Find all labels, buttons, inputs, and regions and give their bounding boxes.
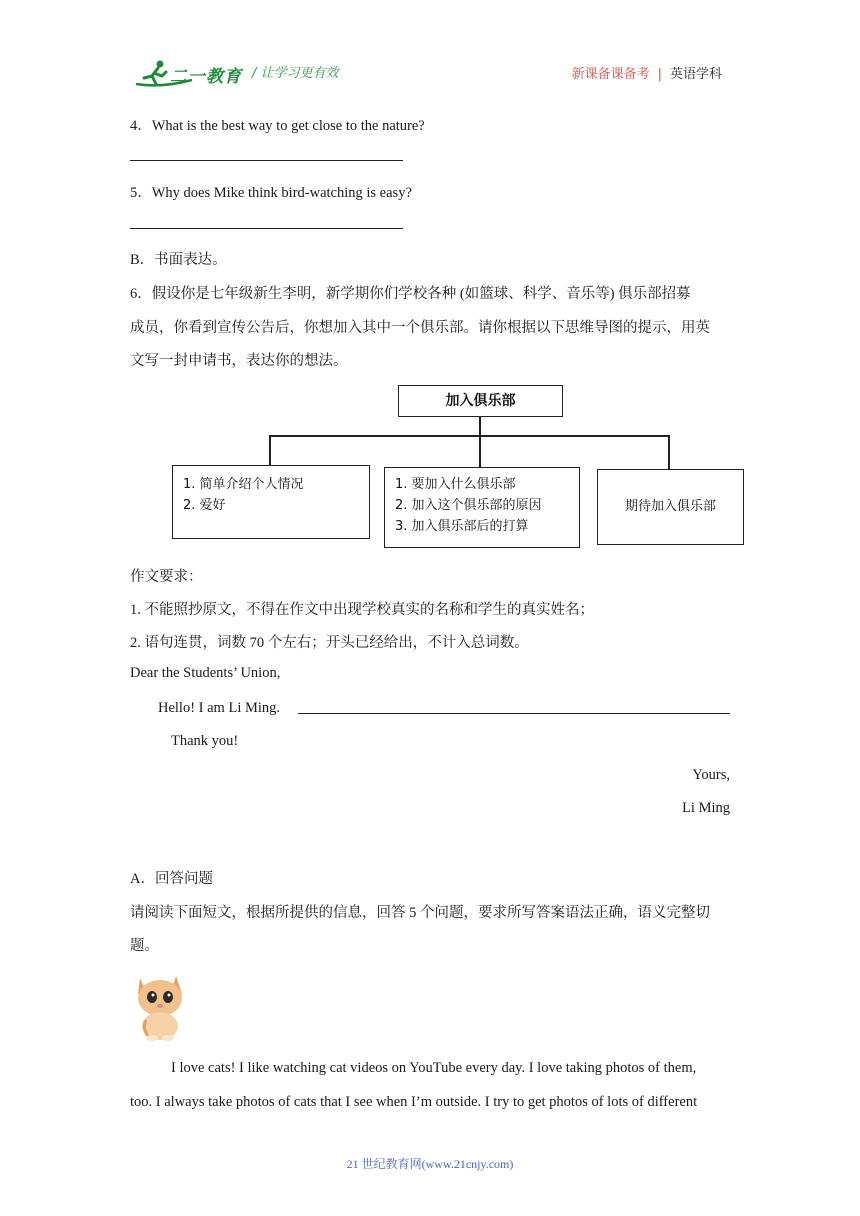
mindmap-connector-horizontal xyxy=(269,435,670,437)
letter-salutation: Dear the Students’ Union, xyxy=(130,665,281,681)
question-4: 4．What is the best way to get close to the nature? xyxy=(130,118,425,134)
mindmap-middle-box xyxy=(384,467,580,548)
requirement-1: 1. 不能照抄原文，不得在作文中出现学校真实的名称和学生的真实姓名； xyxy=(130,602,594,618)
footer-source: 21 世纪教育网(www.21cnjy.com) xyxy=(346,1157,514,1171)
mindmap-left-item-2: 2. 爱好 xyxy=(183,498,226,513)
mindmap-connector-left xyxy=(269,435,271,465)
mindmap-middle-item-3: 3. 加入俱乐部后的打算 xyxy=(395,519,529,534)
mindmap-left-box xyxy=(172,465,370,539)
passage-line-1: I love cats! I like watching cat videos on YouTube every day. I love taking photos of them, xyxy=(171,1060,697,1076)
section-a-title: A．回答问题 xyxy=(130,871,213,887)
mindmap-connector-middle xyxy=(479,435,481,467)
instruction-line-1: 请阅读下面短文，根据所提供的信息，回答 5 个问题，要求所写答案语法正确，语义完整切 xyxy=(130,905,710,921)
letter-thanks: Thank you! xyxy=(171,733,239,749)
requirements-title: 作文要求： xyxy=(130,569,203,585)
letter-opening: Hello! I am Li Ming. xyxy=(158,700,281,716)
brand-slogan: / 让学习更有效 xyxy=(252,66,339,81)
mindmap-root: 加入俱乐部 xyxy=(398,385,563,417)
prompt-line-3: 文写一封申请书，表达你的想法。 xyxy=(130,353,348,369)
letter-signature: Li Ming xyxy=(682,800,730,816)
mindmap-connector-right xyxy=(668,435,670,469)
letter-closing: Yours, xyxy=(692,767,730,783)
header-separator: | xyxy=(657,67,662,82)
header-course-label: 新课备课备考 xyxy=(571,67,650,82)
brand-logo-text: 二一教育 xyxy=(170,67,242,87)
mindmap-right-box: 期待加入俱乐部 xyxy=(597,469,744,545)
mindmap-middle-item-2: 2. 加入这个俱乐部的原因 xyxy=(395,498,542,513)
passage-line-2: too. I always take photos of cats that I see when I’m outside. I try to get photos of lots of different xyxy=(130,1094,698,1110)
header-subject xyxy=(572,63,722,82)
mindmap-left-item-1: 1. 简单介绍个人情况 xyxy=(183,477,304,492)
answer-line-5 xyxy=(130,228,403,229)
prompt-line-1: 6．假设你是七年级新生李明，新学期你们学校各种 (如篮球、科学、音乐等) 俱乐部招募 xyxy=(130,286,691,302)
kitten-image xyxy=(132,968,188,1042)
prompt-line-2: 成员，你看到宣传公告后，你想加入其中一个俱乐部。请你根据以下思维导图的提示，用英 xyxy=(130,320,710,336)
header-subject-label: 英语学科 xyxy=(669,67,722,82)
instruction-line-2: 题。 xyxy=(130,938,159,954)
requirement-2: 2. 语句连贯，词数 70 个左右；开头已经给出，不计入总词数。 xyxy=(130,635,529,651)
question-5: 5．Why does Mike think bird-watching is easy? xyxy=(130,185,412,201)
section-b-title: B．书面表达。 xyxy=(130,252,227,268)
mindmap-middle-item-1: 1. 要加入什么俱乐部 xyxy=(395,477,516,492)
writing-line xyxy=(298,713,730,714)
mindmap-connector-root xyxy=(479,416,481,436)
answer-line-4 xyxy=(130,160,403,161)
